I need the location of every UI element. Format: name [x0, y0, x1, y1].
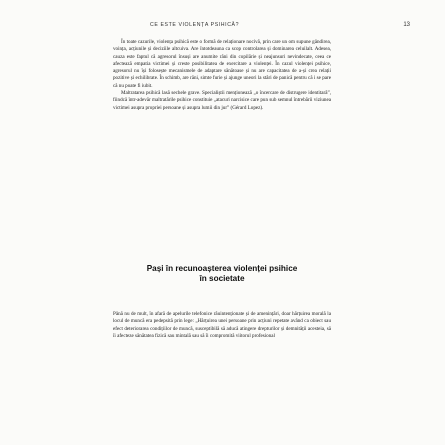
body-text-top	[113, 39, 331, 112]
paragraph: Până nu de mult, în afară de apelurile telefonice răuintenționate și de amenințări, doar hărțuirea morală la locul de muncă era pedepsită prin lege: „Hărțuirea unei persoane prin acțiuni repetate având ca obiect sau efect deteriorarea condițiilor de muncă, susceptibilă să aducă atingere drepturilor și demnității acesteia, să îi afecteze sănătatea fizică sau mintală sau să îi compromită viitorul profesional	[113, 311, 331, 339]
body-text-bottom	[113, 311, 331, 340]
section-heading-line: în societate	[199, 274, 245, 283]
paragraph: În toate cazurile, violența psihică este o formă de relaționare nocivă, prin care un om supune gândirea, voința, acțiunile și deciziile altcuiva. Are întotdeauna ca scop controlarea și dominarea celuilalt. Adesea, cauza este faptul că agresorul însuși are anumite răni din copilărie și neajunsuri nevindecate, ceea ce afectează empatia victimei și creste posibilitatea de exercitare a violenței. În cazul violenței psihice, agresorul nu își folosește mecanismele de adaptare sănătoase și nu are capacitatea de a-și crea relații pozitive și echilibrate. În schimb, are răni, simte furie și ajunge uneori la stări de panică pentru că i se pare că nu poate fi iubit.	[113, 39, 331, 89]
paragraph: Maltratarea psihică lasă sechele grave. Specialiștii menționează „o încercare de distrugere identitară”, fiindcă într-adevăr maltratările psihice constituie „atacuri narcisice care pun sub semnul întrebării viziunea victimei asupra propriei persoane și asupra lumii din jur” (Gérard Lopez).	[113, 89, 331, 111]
section-heading-line: Pași în recunoașterea violenței psihice	[146, 264, 298, 273]
section-heading	[113, 264, 331, 284]
page-header	[150, 22, 410, 28]
page-number: 13	[403, 22, 410, 28]
running-title: CE ESTE VIOLENȚA PSIHICĂ?	[150, 22, 240, 28]
